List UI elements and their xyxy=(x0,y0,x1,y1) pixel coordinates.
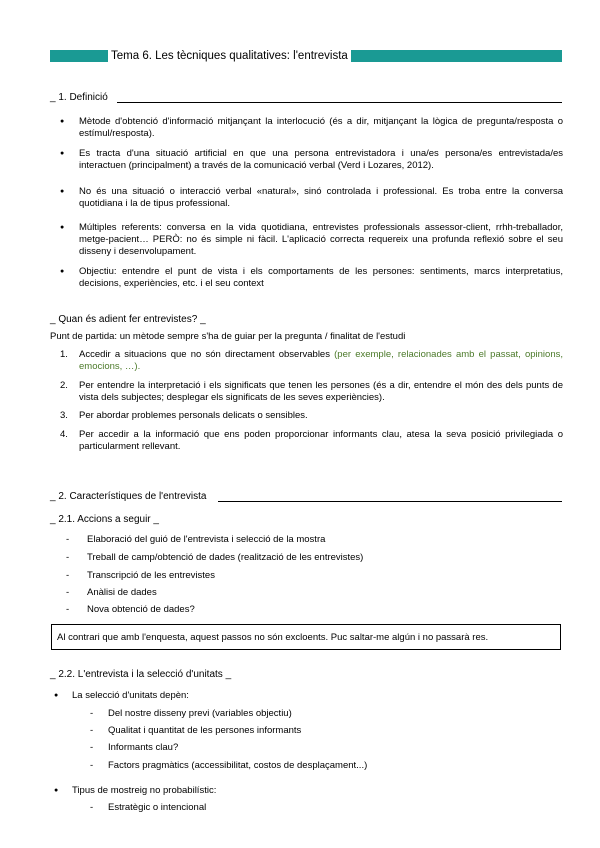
list-item: La selecció d'unitats depèn: xyxy=(72,690,189,701)
bullet-icon: ● xyxy=(60,150,65,157)
sub-item: Factors pragmàtics (accessibilitat, costos de desplaçament...) xyxy=(108,760,368,771)
sub-item: Estratègic o intencional xyxy=(108,802,207,813)
note-box xyxy=(51,624,561,650)
dash-marker: - xyxy=(90,742,94,753)
heading-rule xyxy=(218,501,562,502)
sub-item: Qualitat i quantitat de les persones informants xyxy=(108,725,302,736)
action-item: Elaboració del guió de l'entrevista i selecció de la mostra xyxy=(87,534,326,545)
section-1-heading: _ 1. Definició xyxy=(50,92,108,103)
item-example: (per exemple, relacionades amb el passat, opinions, emocions, …). xyxy=(79,349,563,372)
list-number: 3. xyxy=(60,410,68,421)
action-item: Anàlisi de dades xyxy=(87,587,157,598)
dash-marker: - xyxy=(90,725,94,736)
action-item: Transcripció de les entrevistes xyxy=(87,570,215,581)
dash-marker: - xyxy=(66,534,70,545)
list-item: Es tracta d'una situació artificial en que una persona entrevistadora i una/es persona/es entrevistada/es interactuen (principalment) a través de la comunicació verbal (Verd i Lozares, 2012). xyxy=(79,148,563,171)
section-2-heading: _ 2. Característiques de l'entrevista xyxy=(50,491,207,502)
list-item: Tipus de mostreig no probabilístic: xyxy=(72,785,217,796)
list-item: Objectiu: entendre el punt de vista i els comportaments de les persones: sentiments, marcs interpretatius, decisions, experiències, etc. i el seu context xyxy=(79,266,563,289)
subsection-heading: _ 2.2. L'entrevista i la selecció d'unitats _ xyxy=(50,669,232,680)
list-number: 2. xyxy=(60,380,68,391)
list-item xyxy=(79,349,563,373)
dash-marker: - xyxy=(66,570,70,581)
list-item: Per accedir a la informació que ens poden proporcionar informants clau, atesa la seva posició privilegiada o particularment rellevant. xyxy=(79,429,563,452)
bullet-icon: ● xyxy=(60,224,65,231)
note-text: Al contrari que amb l'enquesta, aquest passos no són excloents. Puc saltar-me algún i no passarà res. xyxy=(57,632,489,643)
list-item: Per abordar problemes personals delicats o sensibles. xyxy=(79,410,308,421)
list-item: No és una situació o interacció verbal «natural», sinó controlada i professional. Es troba entre la conversa quotidiana i la de tipus professional. xyxy=(79,186,563,209)
dash-marker: - xyxy=(90,760,94,771)
intro-text: Punt de partida: un mètode sempre s'ha de guiar per la pregunta / finalitat de l'estudi xyxy=(50,331,406,342)
list-number: 4. xyxy=(60,429,68,440)
action-item: Nova obtenció de dades? xyxy=(87,604,195,615)
list-item: Per entendre la interpretació i els significats que tenen les persones (és a dir, entendre el món des dels punts de vista dels subjectes; desplegar els significats de les seves experiències). xyxy=(79,380,563,403)
list-item: Mètode d'obtenció d'informació mitjançant la interlocució (és a dir, mitjançant la lògica de pregunta/resposta o estímul/resposta). xyxy=(79,116,563,139)
action-item: Treball de camp/obtenció de dades (realització de les entrevistes) xyxy=(87,552,364,563)
bullet-icon: ● xyxy=(60,268,65,275)
bullet-icon: ● xyxy=(54,787,59,794)
sub-item: Del nostre disseny previ (variables objectiu) xyxy=(108,708,292,719)
dash-marker: - xyxy=(90,802,94,813)
bullet-icon: ● xyxy=(60,188,65,195)
bullet-icon: ● xyxy=(60,118,65,125)
dash-marker: - xyxy=(90,708,94,719)
dash-marker: - xyxy=(66,552,70,563)
dash-marker: - xyxy=(66,587,70,598)
list-number: 1. xyxy=(60,349,68,360)
page-title: Tema 6. Les tècniques qualitatives: l'entrevista xyxy=(108,49,351,63)
list-item: Múltiples referents: conversa en la vida quotidiana, entrevistes professionals assessor-client, rrhh-treballador, metge-pacient… PERÒ: no és simple ni fàcil. L'aplicació correcta requereix una profunda reflexió sobre el seu disseny i desenvolupament. xyxy=(79,222,563,257)
dash-marker: - xyxy=(66,604,70,615)
subsection-heading: _ 2.1. Accions a seguir _ xyxy=(50,514,159,525)
subsection-heading: _ Quan és adient fer entrevistes? _ xyxy=(50,314,206,325)
bullet-icon: ● xyxy=(54,692,59,699)
heading-rule xyxy=(117,102,562,103)
item-text: Accedir a situacions que no són directament observables xyxy=(79,349,335,360)
sub-item: Informants clau? xyxy=(108,742,179,753)
